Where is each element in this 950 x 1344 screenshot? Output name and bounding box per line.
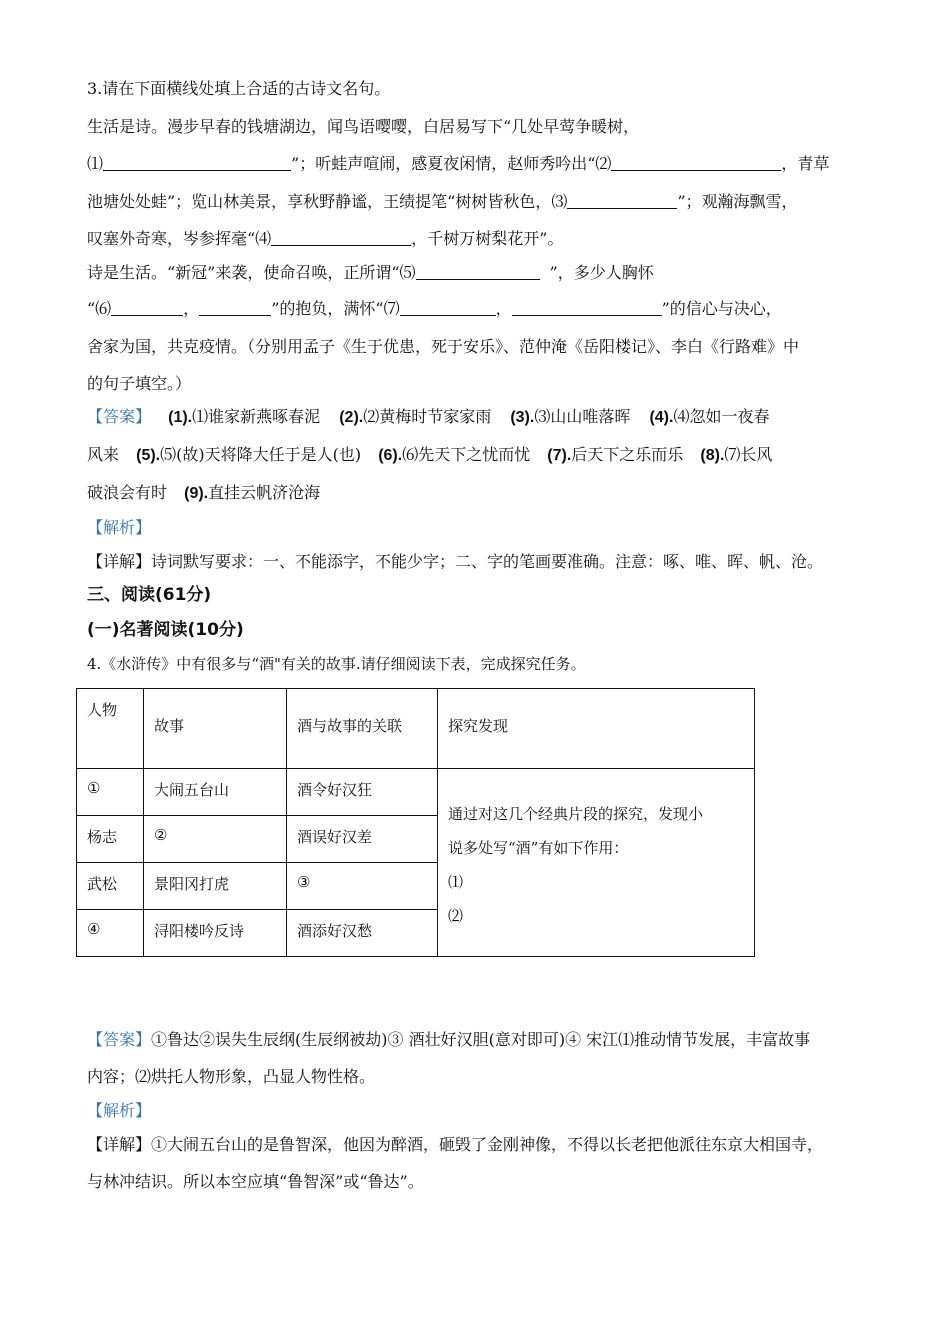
q4-detail-line [87, 1134, 870, 1156]
answer-number: (4). [649, 409, 674, 426]
text: ”的抱负，满怀“⑺ [271, 299, 400, 318]
blank-6a[interactable] [111, 299, 183, 316]
table-cell: ② [144, 816, 287, 863]
table-cell: 酒令好汉狂 [287, 769, 438, 816]
text: ⑴ [87, 154, 104, 173]
blank-3[interactable] [567, 192, 677, 209]
text: ”；听蛙声喧闹，感夏夜闲情，赵师秀吟出“⑵ [291, 154, 612, 173]
finding-line: 说多处写“酒”有如下作用： [448, 839, 629, 857]
table-cell: ① [77, 769, 144, 816]
table-header-cell: 人物 [77, 689, 144, 769]
q3-answer-line [87, 444, 870, 467]
blank-7a[interactable] [400, 299, 496, 316]
analysis-tag: 【解析】 [87, 1101, 152, 1120]
blank-1[interactable] [103, 154, 291, 171]
answer-text: ⑴谁家新燕啄春泥 [192, 407, 321, 426]
answer-number: (7). [547, 447, 572, 464]
answer-text: 直挂云帆济沧海 [208, 483, 321, 502]
text: ， [495, 299, 512, 318]
detail-text: 诗词默写要求：一、不能添字，不能少字；二、字的笔画要准确。注意：啄、唯、晖、帆、沧。 [151, 552, 824, 571]
blank-4[interactable] [271, 229, 411, 246]
subsection-heading: (一)名著阅读(10分) [87, 620, 244, 640]
q4-answer-line: 内容；⑵烘托人物形象，凸显人物性格。 [87, 1067, 376, 1086]
finding-line: ⑴ [448, 873, 464, 891]
q4-analysis-tag [87, 1100, 870, 1122]
detail-tag: 【详解】 [87, 1135, 152, 1154]
q3-answer-line [87, 482, 870, 505]
text: ，千树万树梨花开”。 [411, 229, 564, 248]
text: 叹塞外奇寒，岑参挥毫“⑷ [87, 229, 272, 248]
table-cell: 杨志 [77, 816, 144, 863]
answer-number: (5). [136, 447, 161, 464]
q3-analysis-tag [87, 517, 870, 539]
answer-number: (2). [339, 409, 364, 426]
table-cell: ④ [77, 910, 144, 957]
finding-line: ⑵ [448, 907, 464, 925]
answer-text: 后天下之乐而乐 [571, 445, 684, 464]
table-cell: 景阳冈打虎 [144, 863, 287, 910]
answer-text: ①鲁达②误失生辰纲(生辰纲被劫)③ 酒壮好汉胆(意对即可)④ 宋江⑴推动情节发展，丰富故事 [151, 1030, 811, 1049]
text: ”，多少人胸怀 [549, 263, 654, 282]
inquiry-table [76, 688, 755, 957]
blank-6b[interactable] [199, 299, 271, 316]
table-header-cell: 酒与故事的关联 [287, 689, 438, 769]
q4-detail-line: 与林冲结识。所以本空应填“鲁智深”或“鲁达”。 [87, 1172, 424, 1191]
answer-number: (8). [700, 447, 725, 464]
table-cell: 酒添好汉愁 [287, 910, 438, 957]
analysis-tag: 【解析】 [87, 518, 152, 537]
finding-cell [438, 769, 755, 957]
table-cell: 浔阳楼吟反诗 [144, 910, 287, 957]
text: ”的信心与决心， [661, 299, 782, 318]
answer-text: ⑵黄梅时节家家雨 [363, 407, 492, 426]
q3-paragraph-line [87, 298, 870, 320]
q4-answer-line [87, 1029, 870, 1051]
answer-tag: 【答案】 [87, 1030, 152, 1049]
answer-text: ⑷忽如一夜春 [673, 407, 770, 426]
q4-title: 4.《水浒传》中有很多与“酒"有关的故事.请仔细阅读下表，完成探究任务。 [87, 655, 586, 673]
detail-text: ①大闹五台山的是鲁智深，他因为醉酒，砸毁了金刚神像，不得以长老把他派往东京大相国寺， [151, 1135, 824, 1154]
blank-7b[interactable] [512, 299, 662, 316]
section-heading: 三、阅读(61分) [87, 585, 212, 605]
answer-number: (6). [378, 447, 403, 464]
text: ”；观瀚海飘雪， [677, 192, 798, 211]
blank-2[interactable] [611, 154, 781, 171]
text: “⑹ [87, 299, 112, 318]
answer-text: ⑺长风 [724, 445, 773, 464]
answer-tag: 【答案】 [87, 407, 152, 426]
text: 池塘处处蛙”；览山林美景，享秋野静谧，王绩提笔“树树皆秋色，⑶ [87, 192, 568, 211]
table-header-cell: 故事 [144, 689, 287, 769]
q3-paragraph-line: 舍家为国，共克疫情。（分别用孟子《生于优患，死于安乐》、范仲淹《岳阳楼记》、李白《行路难》中 [87, 337, 800, 356]
answer-text: ⑶山山唯落晖 [534, 407, 631, 426]
q3-paragraph-line [87, 191, 870, 213]
detail-tag: 【详解】 [87, 552, 152, 571]
answer-text: ⑹先天下之忧而忧 [402, 445, 531, 464]
q3-paragraph-line [87, 262, 870, 284]
q3-paragraph-line: 生活是诗。漫步早春的钱塘湖边，闻鸟语嘤嘤，白居易写下“几处早莺争暖树， [87, 117, 640, 136]
q3-answer-line [87, 406, 870, 429]
text: ，青草 [781, 154, 830, 173]
text: 诗是生活。“新冠”来袭，使命召唤，正所谓“⑸ [87, 263, 416, 282]
text: ， [183, 299, 200, 318]
answer-text: ⑸(故)天将降大任于是人(也) [160, 445, 362, 464]
q3-detail-line [87, 551, 870, 573]
q3-paragraph-line: 的句子填空。） [87, 374, 192, 393]
table-cell: ③ [287, 863, 438, 910]
table-cell: 武松 [77, 863, 144, 910]
answer-number: (9). [184, 485, 209, 502]
table-cell: 大闹五台山 [144, 769, 287, 816]
answer-text: 风来 [87, 445, 120, 464]
table-header-cell: 探究发现 [438, 689, 755, 769]
answer-number: (3). [510, 409, 535, 426]
answer-number: (1). [168, 409, 193, 426]
q3-title: 3.请在下面横线处填上合适的古诗文名句。 [87, 79, 391, 98]
q3-paragraph-line [87, 228, 870, 250]
blank-5[interactable] [416, 263, 540, 280]
q3-paragraph-line [87, 153, 870, 175]
answer-text: 破浪会有时 [87, 483, 168, 502]
table-cell: 酒误好汉差 [287, 816, 438, 863]
finding-line: 通过对这几个经典片段的探究，发现小 [448, 805, 704, 823]
